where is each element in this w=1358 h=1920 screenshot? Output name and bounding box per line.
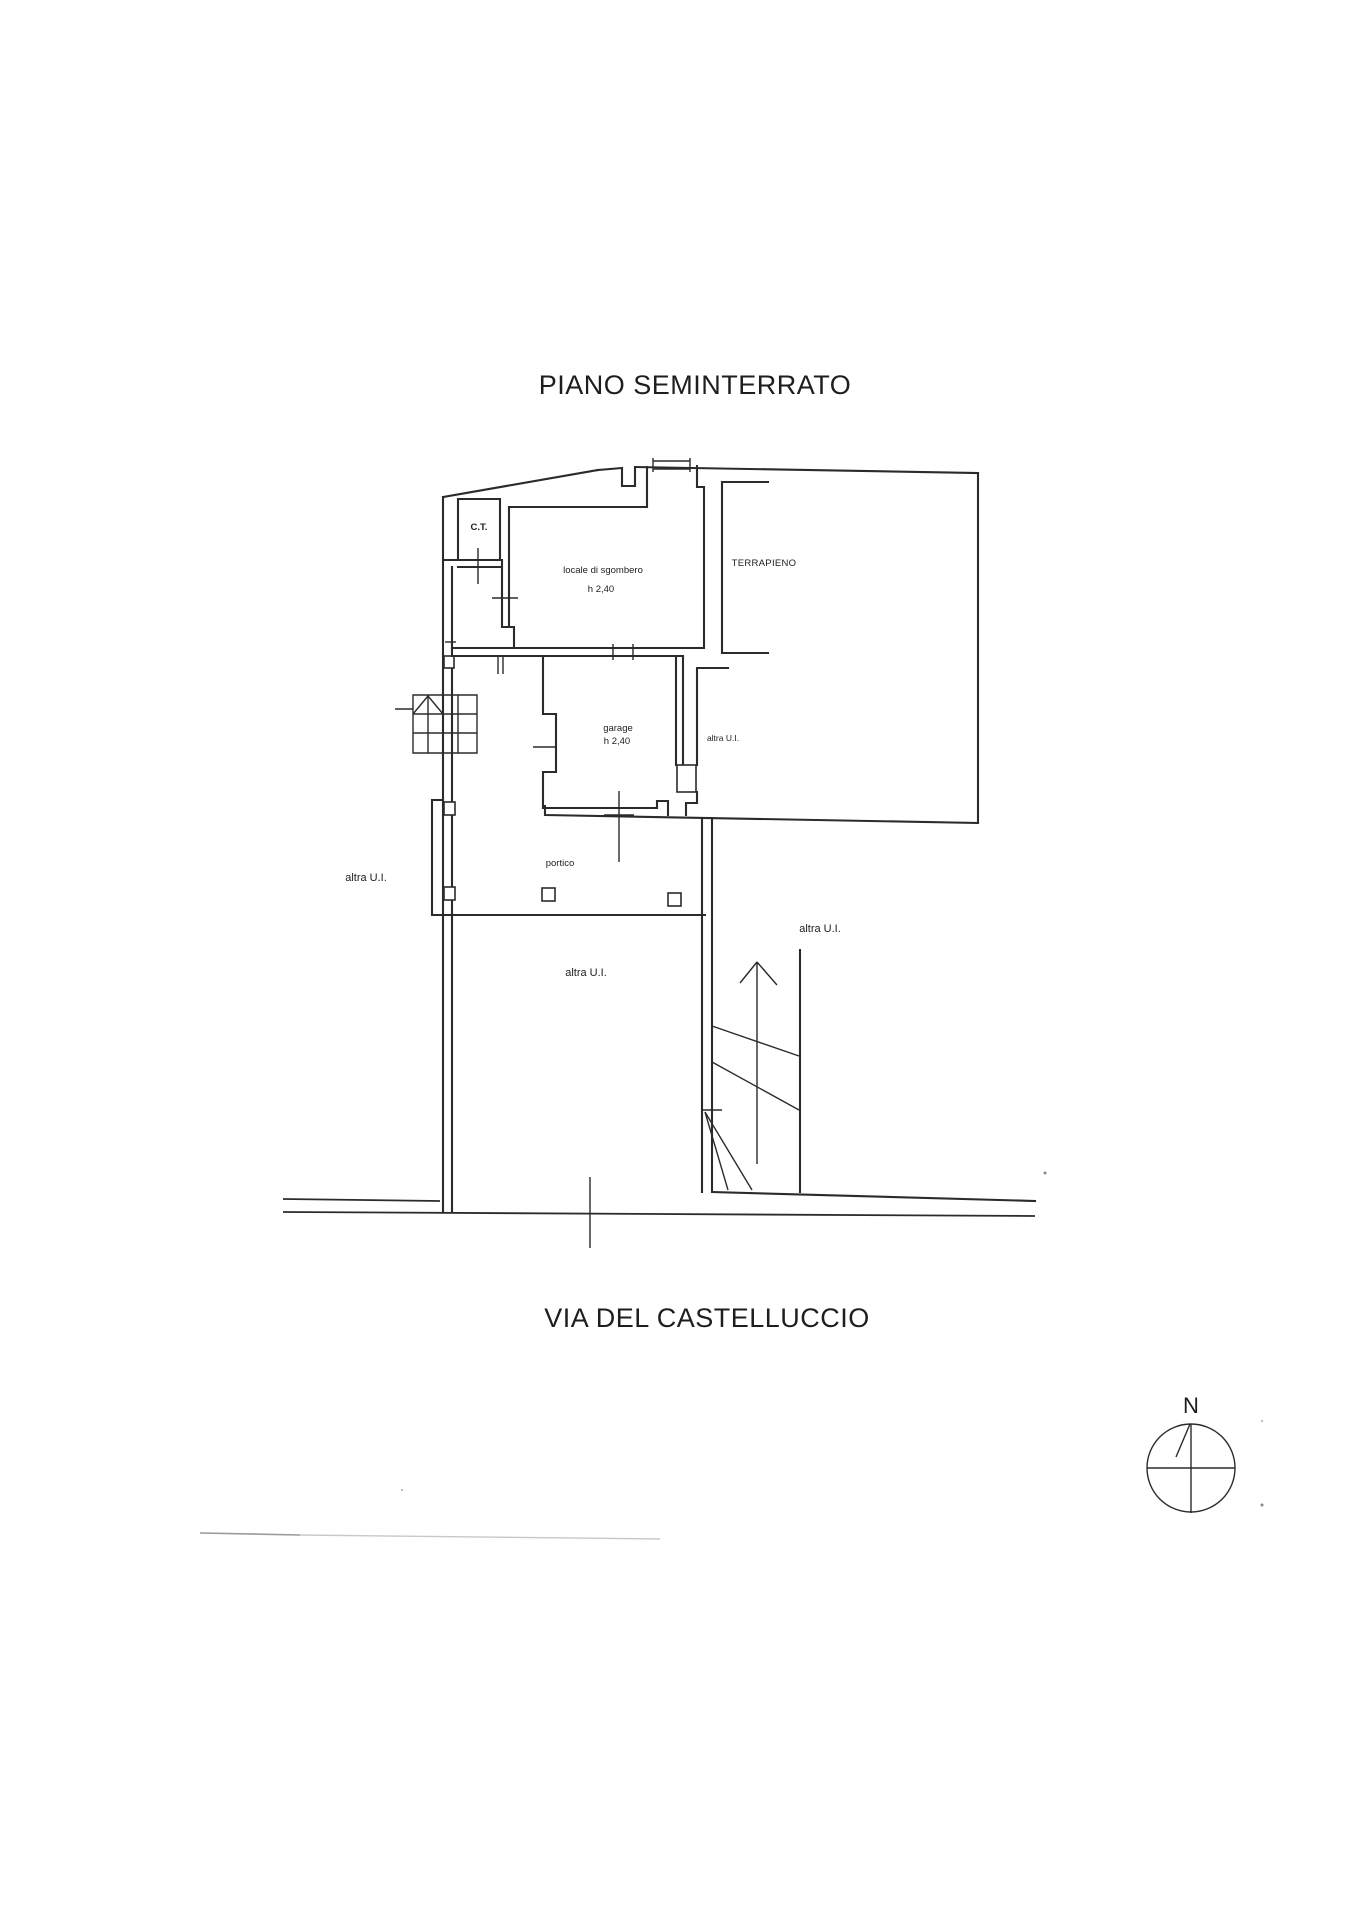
external-stair-grid bbox=[395, 695, 477, 753]
west-wall bbox=[443, 497, 456, 1211]
stair-treads bbox=[702, 1026, 799, 1190]
area-terrapieno bbox=[722, 482, 796, 653]
masonry-pier bbox=[677, 765, 696, 792]
scan-speck bbox=[1261, 1420, 1263, 1422]
label-locale: locale di sgombero bbox=[563, 565, 643, 576]
door-jambs bbox=[613, 644, 633, 660]
label-terrapieno: TERRAPIENO bbox=[731, 558, 797, 569]
label-locale-height: h 2,40 bbox=[587, 584, 615, 595]
label-altra-ui-left: altra U.I. bbox=[345, 872, 387, 884]
scan-artifacts bbox=[200, 1172, 1264, 1540]
label-garage-height: h 2,40 bbox=[603, 736, 631, 747]
label-altra-ui-mid: altra U.I. bbox=[706, 733, 740, 743]
outer-walls bbox=[443, 458, 978, 823]
wall-pilaster bbox=[444, 887, 455, 900]
top-wall-opening bbox=[653, 458, 690, 472]
compass-needle bbox=[1176, 1424, 1190, 1457]
scan-speck bbox=[1261, 1504, 1264, 1507]
portico-pillar bbox=[668, 893, 681, 906]
compass-rose bbox=[1147, 1393, 1235, 1513]
plan-title: PIANO SEMINTERRATO bbox=[538, 370, 852, 400]
label-garage: garage bbox=[603, 723, 633, 734]
portico-pillar bbox=[542, 888, 555, 901]
room-garage bbox=[533, 656, 697, 862]
label-altra-ui-lower: altra U.I. bbox=[565, 967, 607, 979]
room-locale-di-sgombero bbox=[452, 466, 704, 660]
label-ct: C.T. bbox=[470, 522, 488, 533]
lower-room-and-stairs bbox=[565, 818, 1035, 1201]
scan-speck bbox=[401, 1489, 403, 1491]
room-altra-ui-mid bbox=[697, 668, 739, 803]
stair-direction-arrow bbox=[740, 962, 777, 1164]
label-altra-ui-stair: altra U.I. bbox=[799, 923, 841, 935]
street-lines bbox=[283, 1177, 1035, 1333]
street-label: VIA DEL CASTELLUCCIO bbox=[544, 1303, 870, 1333]
wall-pilaster bbox=[444, 656, 454, 668]
survey-cross bbox=[604, 791, 634, 862]
scan-speck bbox=[1044, 1172, 1047, 1175]
wall-pilaster bbox=[444, 802, 455, 815]
compass-n-label: N bbox=[1183, 1393, 1199, 1418]
label-portico: portico bbox=[545, 858, 575, 869]
